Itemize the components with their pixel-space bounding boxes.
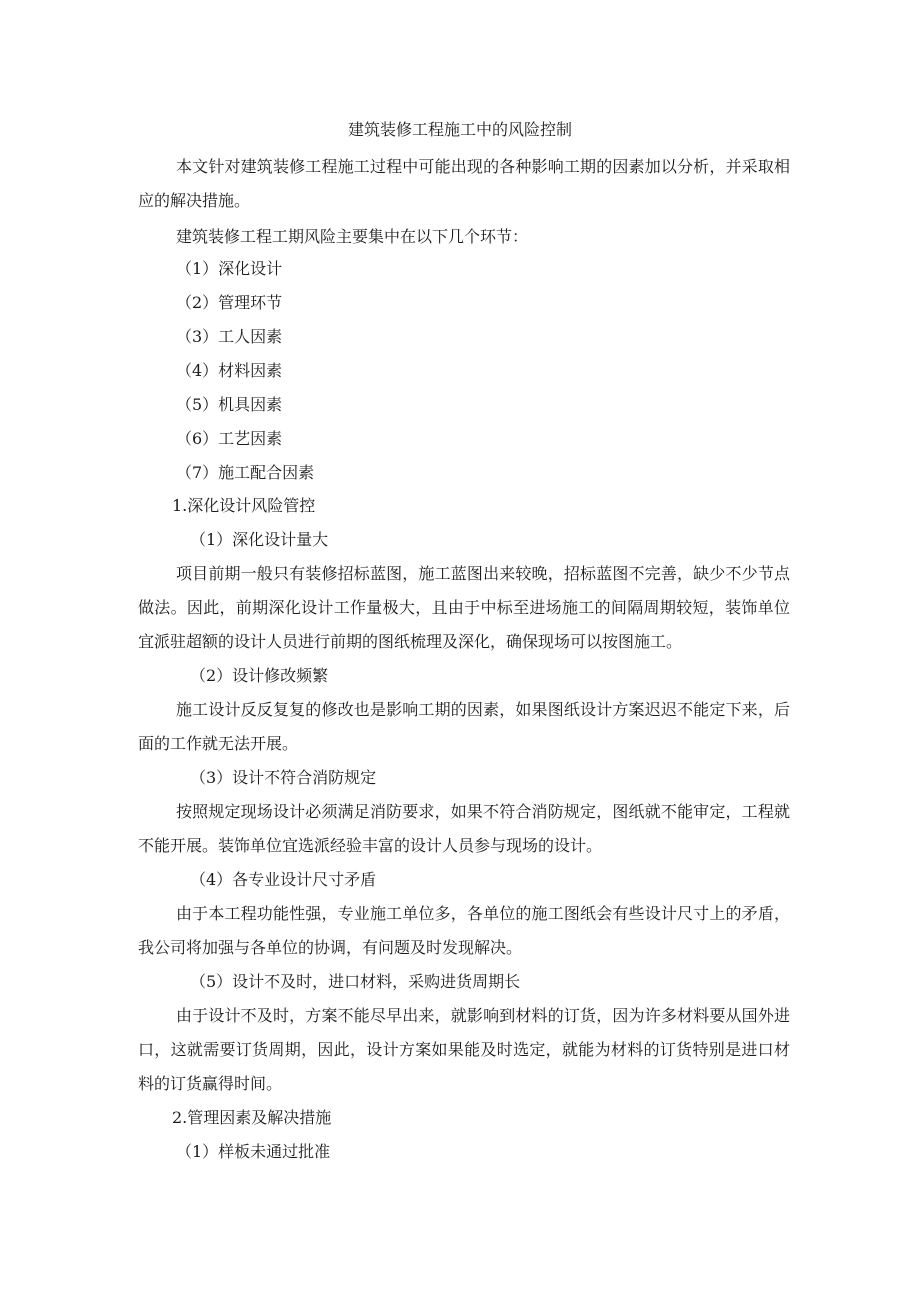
page-title: 建筑装修工程施工中的风险控制	[347, 120, 572, 139]
subsection-heading: （3）设计不符合消防规定	[190, 768, 377, 787]
subsection-heading: （4）各专业设计尺寸矛盾	[190, 870, 377, 889]
factor-item: （2）管理环节	[176, 293, 283, 312]
factor-item: （7）施工配合因素	[176, 463, 315, 482]
subsection-heading: （2）设计修改频繁	[190, 666, 329, 685]
body-paragraph: 由于设计不及时，方案不能尽早出来，就影响到材料的订货，因为许多材料要从国外进口，这就需要订货周期，因此，设计方案如果能及时选定，就能为材料的订货特别是进口材料的订货赢得时间。	[138, 1006, 790, 1093]
summary-heading: 建筑装修工程工期风险主要集中在以下几个环节：	[176, 227, 529, 246]
subsection-heading: （1）深化设计量大	[190, 530, 329, 549]
body-paragraph: 项目前期一般只有装修招标蓝图，施工蓝图出来较晚，招标蓝图不完善，缺少不少节点做法。因此，前期深化设计工作量极大，且由于中标至进场施工的间隔周期较短，装饰单位宜派驻超额的设计人员进行前期的图纸梳理及深化，确保现场可以按图施工。	[138, 564, 790, 651]
factor-item: （5）机具因素	[176, 395, 283, 414]
factor-item: （1）深化设计	[176, 259, 283, 278]
body-paragraph: 由于本工程功能性强，专业施工单位多，各单位的施工图纸会有些设计尺寸上的矛盾，我公司将加强与各单位的协调，有问题及时发现解决。	[138, 904, 790, 957]
section-heading: 1.深化设计风险管控	[172, 496, 316, 515]
subsection-heading: （1）样板未通过批准	[176, 1142, 331, 1161]
factor-item: （6）工艺因素	[176, 429, 283, 448]
intro-paragraph: 本文针对建筑装修工程施工过程中可能出现的各种影响工期的因素加以分析，并采取相应的解决措施。	[138, 157, 790, 210]
factor-item: （3）工人因素	[176, 327, 283, 346]
body-paragraph: 按照规定现场设计必须满足消防要求，如果不符合消防规定，图纸就不能审定，工程就不能开展。装饰单位宜选派经验丰富的设计人员参与现场的设计。	[138, 802, 790, 855]
body-paragraph: 施工设计反反复复的修改也是影响工期的因素，如果图纸设计方案迟迟不能定下来，后面的工作就无法开展。	[138, 700, 790, 753]
section-heading: 2.管理因素及解决措施	[172, 1108, 332, 1127]
subsection-heading: （5）设计不及时，进口材料，采购进货周期长	[190, 972, 521, 991]
factor-item: （4）材料因素	[176, 361, 283, 380]
